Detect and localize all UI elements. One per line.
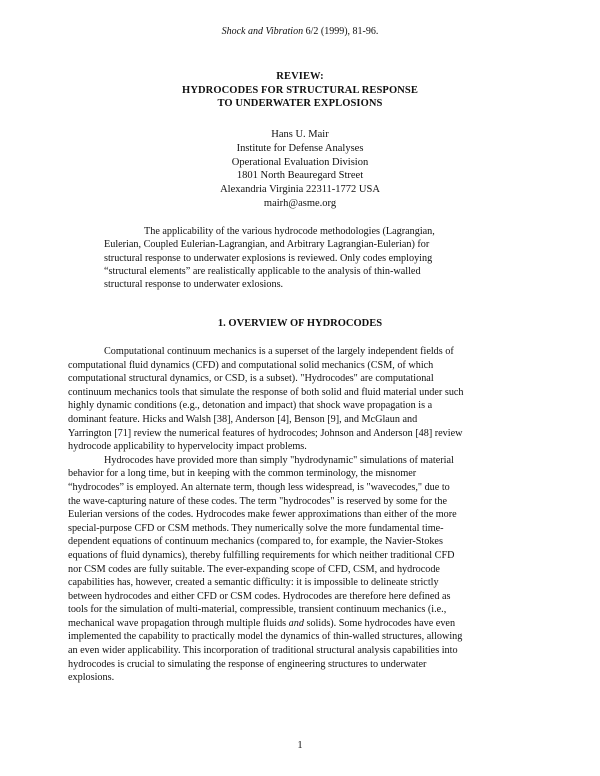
body-line: equations of fluid dynamics), thereby fulfilling requirements for which neither traditional CFD xyxy=(68,549,455,561)
body-line: Eulerian versions of the codes. Hydrocodes make fewer approximations than either of the more xyxy=(68,509,457,521)
body-line: capabilities has, however, created a semantic difficulty: it is impossible to delineate strictly xyxy=(68,577,439,589)
body-line: tools for the simulation of multi-material, compressible, transient continuum mechanics (i.e., xyxy=(68,604,447,616)
body-line: the wave-capturing nature of these codes. The term "hydrocodes" is reserved by some for the xyxy=(68,495,447,507)
abstract-line: The applicability of the various hydrocode methodologies (Lagrangian, xyxy=(144,226,435,237)
title-line: HYDROCODES FOR STRUCTURAL RESPONSE xyxy=(182,84,418,96)
abstract-line: Eulerian, Coupled Eulerian-Lagrangian, and Arbitrary Lagrangian-Eulerian) for xyxy=(104,239,430,251)
body-line: an even wider applicability. This incorporation of traditional structural analysis capabilities into xyxy=(68,645,458,657)
paper-title xyxy=(0,70,600,111)
body-line: Computational continuum mechanics is a superset of the largely independent fields of xyxy=(104,346,454,357)
body-line: Yarrington [71] review the numerical features of hydrocodes; Johnson and Anderson [48] review xyxy=(68,427,463,439)
body-line: hydrocode applicability to hypervelocity impact problems. xyxy=(68,441,307,453)
body-line: behavior for a long time, but in keeping with the common terminology, the misnomer xyxy=(68,468,417,480)
author-block xyxy=(0,128,600,211)
affiliation-line: Institute for Defense Analyses xyxy=(236,142,364,154)
body-line: hydrocodes is crucial to simulating the response of engineering structures to underwater xyxy=(68,658,427,670)
body-line: special-purpose CFD or CSM methods. They numerically solve the more fundamental time- xyxy=(68,522,444,534)
page-number: 1 xyxy=(297,740,303,751)
affiliation-line: Operational Evaluation Division xyxy=(231,156,369,168)
body-line: computational fluid dynamics (CFD) and computational solid mechanics (CSM, of which xyxy=(68,359,434,371)
body-line: between hydrocodes and either CFD or CSM codes. Hydrocodes are therefore here defined as xyxy=(68,590,451,602)
body-line: computational structural dynamics, or CSD, is a subset). "Hydrocodes" are computational xyxy=(68,373,434,385)
emphasis-and: and xyxy=(288,617,304,629)
title-line: TO UNDERWATER EXPLOSIONS xyxy=(217,98,383,109)
title-line: REVIEW: xyxy=(276,71,324,82)
body-line: “hydrocodes” is employed. An alternate term, though less widespread, is "wavecodes," due to xyxy=(68,481,450,493)
body-line-tail: solids). Some hydrocodes have even xyxy=(303,617,456,629)
affiliation-line: 1801 North Beauregard Street xyxy=(236,170,364,182)
body-line-text: mechanical wave propagation through multiple fluids xyxy=(68,617,287,629)
section-heading: 1. OVERVIEW OF HYDROCODES xyxy=(217,318,383,329)
abstract xyxy=(104,225,524,291)
body-line: highly dynamic conditions (e.g., detonation and impact) that shock wave propagation is a xyxy=(68,400,433,412)
body-line: explosions. xyxy=(68,672,115,684)
abstract-line: “structural elements” are realistically applicable to the analysis of thin-walled xyxy=(104,265,421,277)
body-text xyxy=(68,345,538,685)
journal-volume: 6/2 (1999), 81-96. xyxy=(303,26,379,37)
body-line: nor CSM codes are fully suitable. The ever-expanding scope of CFD, CSM, and hydrocode xyxy=(68,563,440,575)
abstract-line: structural response to underwater explosions is reviewed. Only codes employing xyxy=(104,252,433,264)
body-line: implemented the capability to practically model the dynamics of thin-walled structures, allowing xyxy=(68,631,463,643)
body-line: dependent equations of continuum mechanics (compared to, for example, the Navier-Stokes xyxy=(68,536,443,548)
abstract-line: structural response to underwater exlosions. xyxy=(104,279,284,291)
journal-name: Shock and Vibration xyxy=(221,26,304,37)
affiliation-line: Alexandria Virginia 22311-1772 USA xyxy=(220,184,380,196)
journal-citation xyxy=(0,26,600,37)
body-line: dominant feature. Hicks and Walsh [38], Anderson [4], Benson [9], and McGlaun and xyxy=(68,413,418,425)
body-line: continuum mechanics tools that simulate the response of both solid and fluid material under such xyxy=(68,386,464,398)
body-line xyxy=(68,617,538,631)
body-line: Hydrocodes have provided more than simply "hydrodynamic" simulations of material xyxy=(104,454,454,466)
author-name: Hans U. Mair xyxy=(271,129,329,140)
author-email: mairh@asme.org xyxy=(263,197,337,209)
